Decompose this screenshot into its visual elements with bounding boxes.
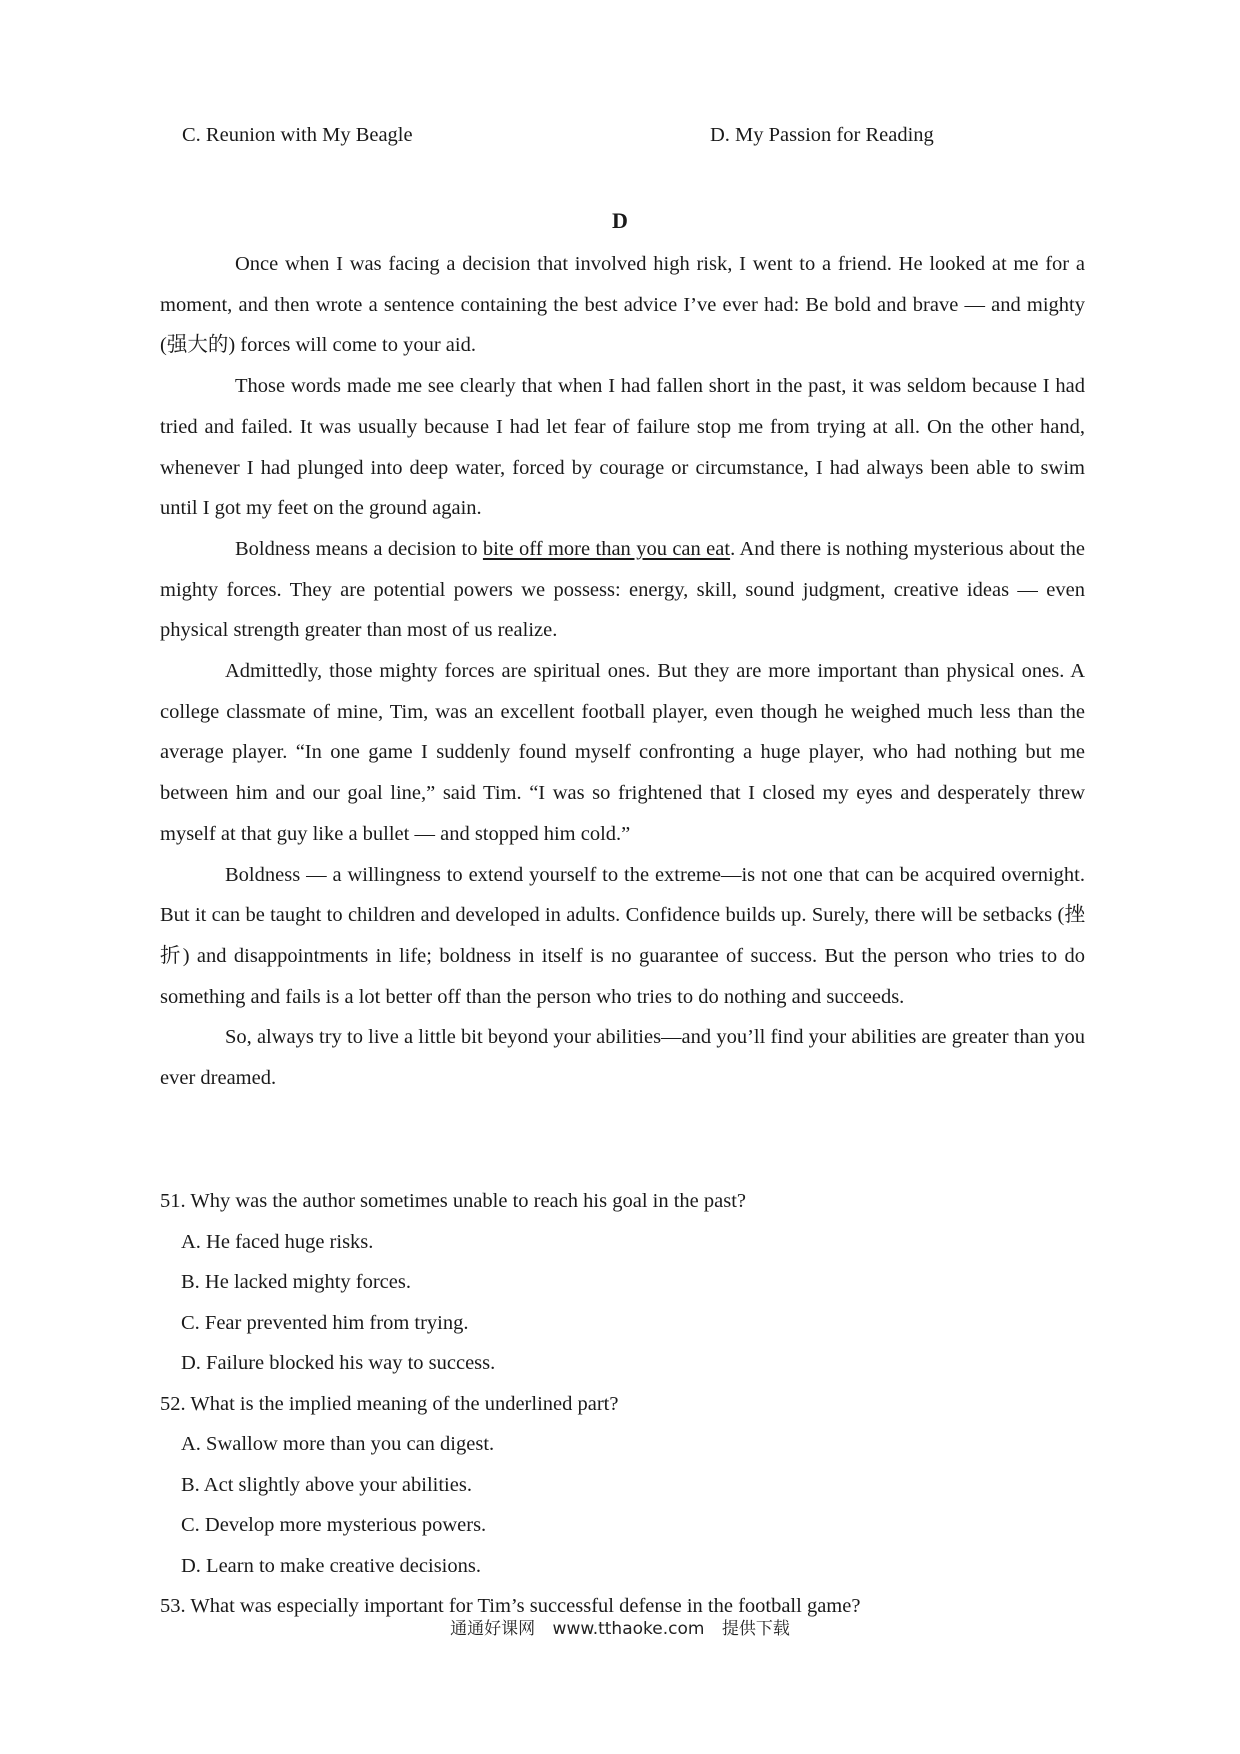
passage-paragraph-6: So, always try to live a little bit beyond your abilities—and you’ll find your abilities are greater than you ever dreamed. — [160, 1026, 1085, 1090]
question-51-option-d: D. Failure blocked his way to success. — [181, 1352, 496, 1374]
paragraph-3-lead: Boldness means a decision to — [235, 537, 483, 560]
question-list — [160, 1181, 1085, 1627]
question-51-option-b: B. He lacked mighty forces. — [181, 1271, 411, 1293]
reading-passage — [160, 244, 1085, 1099]
passage-paragraph-5: Boldness — a willingness to extend yourself to the extreme—is not one that can be acquired overnight. But it can be taught to children and developed in adults. Confidence builds up. Surely, there will be setbacks (挫折) and disappointments in life; boldness in itself is no guarantee of success. But the person who tries to do something and fails is a lot better off than the person who tries to do nothing and succeeds. — [160, 863, 1085, 1008]
page-footer — [0, 1614, 1240, 1639]
passage-paragraph-2: Those words made me see clearly that when I had fallen short in the past, it was seldom because I had tried and failed. It was usually because I had let fear of failure stop me from trying at all. On the other hand, whenever I had plunged into deep water, forced by courage or circumstance, I had always been able to swim until I got my feet on the ground again. — [160, 375, 1085, 520]
question-52-option-a: A. Swallow more than you can digest. — [181, 1433, 495, 1455]
passage-paragraph-4: Admittedly, those mighty forces are spiritual ones. But they are more important than physical ones. A college classmate of mine, Tim, was an excellent football player, even though he weighed much less than the average player. “In one game I suddenly found myself confronting a huge player, who had nothing but me between him and our goal line,” said Tim. “I was so frightened that I closed my eyes and desperately threw myself at that guy like a bullet — and stopped him cold.” — [160, 660, 1085, 845]
question-53: 53. What was especially important for Tim’s successful defense in the football game? — [160, 1595, 861, 1617]
question-52: 52. What is the implied meaning of the underlined part? — [160, 1392, 619, 1415]
question-52-option-d: D. Learn to make creative decisions. — [181, 1554, 481, 1577]
passage-paragraph-1: Once when I was facing a decision that involved high risk, I went to a friend. He looked at me for a moment, and then wrote a sentence containing the best advice I’ve ever had: Be bold and brave — and mighty (强大的) forces will come to your aid. — [160, 253, 1085, 357]
footer-url: www.tthaoke.com — [552, 1619, 705, 1639]
footer-note: 提供下载 — [721, 1619, 790, 1639]
passage-paragraph-3 — [160, 529, 1085, 651]
question-51-option-c: C. Fear prevented him from trying. — [181, 1311, 469, 1334]
question-52-option-b: B. Act slightly above your abilities. — [181, 1473, 472, 1496]
question-51-option-a: A. He faced huge risks. — [181, 1230, 374, 1253]
option-c: C. Reunion with My Beagle — [182, 124, 413, 146]
question-52-option-c: C. Develop more mysterious powers. — [181, 1514, 487, 1536]
footer-site-name: 通通好课网 — [450, 1619, 536, 1639]
paragraph-3-rest: . And there is nothing mysterious about the mighty forces. They are potential powers we possess: energy, skill, sound judgment, creative ideas — even physical strength greater than most of us realize. — [160, 537, 1086, 642]
previous-question-options — [182, 124, 1120, 154]
underlined-phrase: bite off more than you can eat — [482, 537, 731, 560]
section-heading: D — [612, 208, 628, 233]
option-d: D. My Passion for Reading — [710, 124, 934, 146]
question-51: 51. Why was the author sometimes unable to reach his goal in the past? — [160, 1190, 747, 1212]
